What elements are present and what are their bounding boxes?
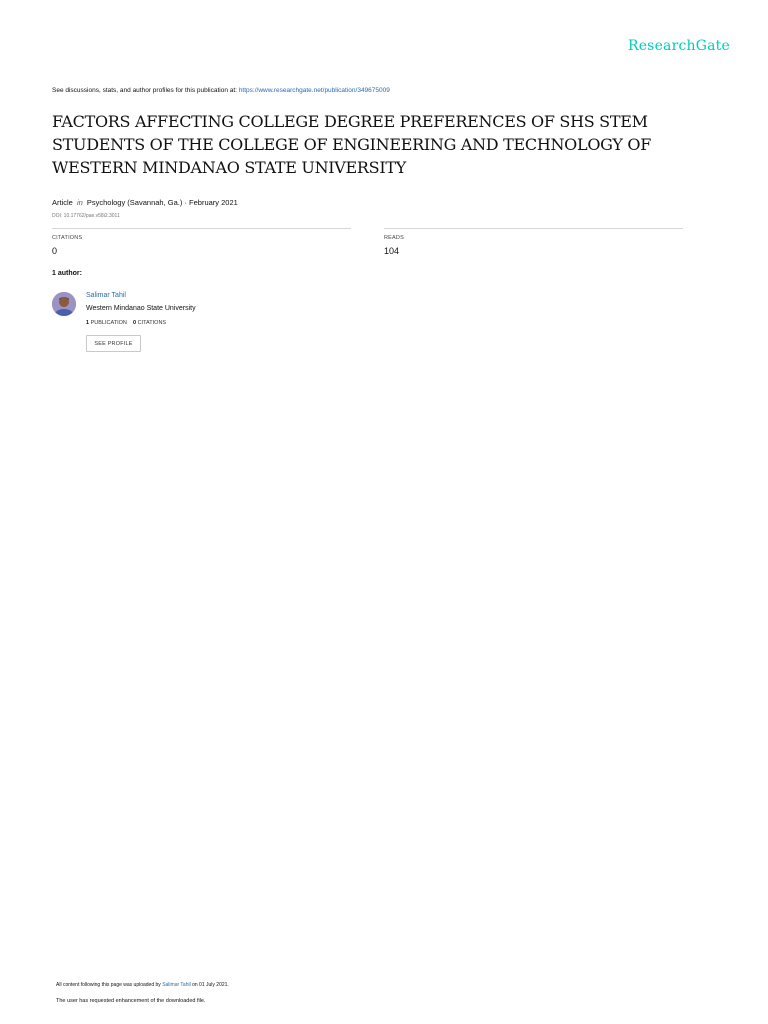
citations-divider <box>52 228 351 229</box>
journal-name[interactable]: Psychology (Savannah, Ga.) <box>86 198 183 207</box>
author-publications-label: PUBLICATION <box>90 320 127 326</box>
upload-prefix: All content following this page was uploaded by <box>56 982 161 988</box>
title-line-3: WESTERN MINDANAO STATE UNIVERSITY <box>52 158 406 177</box>
uploader-link[interactable]: Salimar Tahil <box>162 982 191 988</box>
reads-divider <box>384 228 683 229</box>
article-type: Article <box>52 198 73 207</box>
title-line-1: FACTORS AFFECTING COLLEGE DEGREE PREFERENCES OF SHS STEM <box>52 112 648 131</box>
publication-date: February 2021 <box>189 198 238 207</box>
avatar-photo-icon <box>52 292 76 316</box>
upload-note <box>56 982 229 988</box>
upload-suffix: on 01 July 2021. <box>192 982 229 988</box>
reads-label: READS <box>384 235 404 241</box>
author-name-link[interactable]: Salimar Tahil <box>86 292 126 299</box>
author-citations-label: CITATIONS <box>137 320 167 326</box>
enhancement-note: The user has requested enhancement of the downloaded file. <box>56 998 206 1004</box>
author-publications-count: 1 <box>86 320 90 326</box>
authors-heading: 1 author: <box>52 270 82 277</box>
article-meta <box>52 198 238 207</box>
title-line-2: STUDENTS OF THE COLLEGE OF ENGINEERING AND TECHNOLOGY OF <box>52 135 651 154</box>
discussion-prefix: See discussions, stats, and author profiles for this publication at: <box>52 87 237 94</box>
publication-url-link[interactable]: https://www.researchgate.net/publication/349675009 <box>238 87 390 94</box>
researchgate-logo[interactable]: ResearchGate <box>627 38 730 54</box>
in-label: in <box>76 198 83 207</box>
author-avatar[interactable] <box>52 292 76 316</box>
discussion-line <box>52 87 390 94</box>
author-stats <box>86 320 166 326</box>
citations-label: CITATIONS <box>52 235 83 241</box>
author-citations-count: 0 <box>132 320 137 326</box>
meta-separator: · <box>184 198 187 207</box>
author-institution: Western Mindanao State University <box>86 305 196 312</box>
see-profile-button[interactable]: SEE PROFILE <box>86 335 141 352</box>
reads-count: 104 <box>384 246 400 256</box>
paper-title <box>52 110 712 179</box>
citations-count: 0 <box>52 246 58 256</box>
doi: DOI: 10.17762/pae.v58i2.3011 <box>52 213 120 219</box>
